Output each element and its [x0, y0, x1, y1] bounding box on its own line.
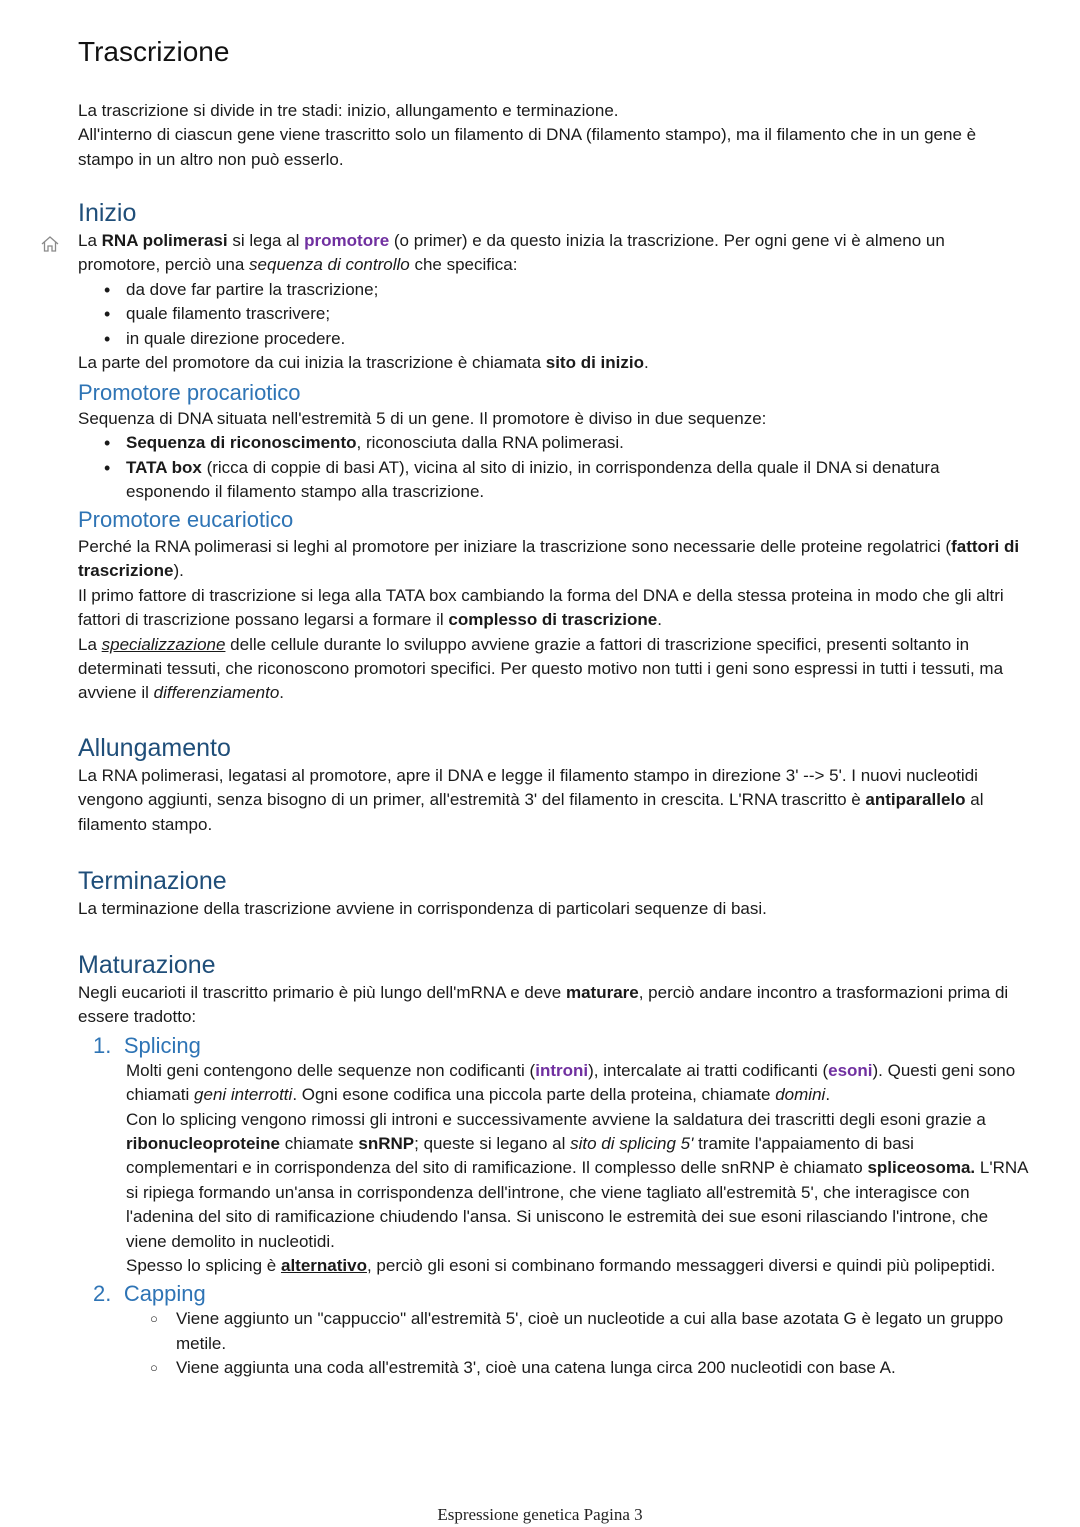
text-run: che specifica: [409, 255, 518, 275]
text-run: si lega al [227, 231, 305, 250]
maturazione-paragraph [78, 981, 1028, 1030]
term-differenziamento: differenziamento [153, 683, 280, 703]
term-antiparallelo: antiparallelo [865, 790, 966, 810]
term-sito-di-inizio: sito di inizio [545, 353, 644, 373]
text-run: La [78, 231, 102, 250]
terminazione-paragraph: La terminazione della trascrizione avviene in corrispondenza di particolari sequenze di basi. [78, 899, 767, 918]
inizio-paragraph-1 [78, 229, 1028, 278]
splicing-paragraph-3 [126, 1254, 1028, 1278]
page-footer: Espressione genetica Pagina 3 [437, 1505, 643, 1524]
text-run: . [657, 610, 662, 630]
eucariotico-paragraph-3 [78, 633, 1028, 706]
text-run: L'RNA si ripiega formando un'ansa in corrispondenza dell'introne, che viene tagliato all'estremità 5', che interagisce con l'adenina del sito di ramificazione chiudendo l'ansa. Si uniscono le estremità dei sue esoni rilasciando l'introne, che viene demolito in nucleotidi. [126, 1158, 1028, 1251]
text-run: Negli eucarioti il trascritto primario è più lungo dell'mRNA e deve [78, 983, 566, 1002]
text-run: , riconosciuta dalla RNA polimerasi. [356, 433, 624, 453]
intro-paragraph [78, 99, 1028, 172]
section-promotore-procariotico [78, 380, 1028, 505]
term-domini: domini [775, 1085, 826, 1105]
term-complesso-di-trascrizione: complesso di trascrizione [448, 610, 658, 630]
text-run: tramite l'appaiamento di basi complementari e in corrispondenza del sito di ramificazione. Il complesso delle snRNP è chiamato [126, 1134, 914, 1178]
text-run: La parte del promotore da cui inizia la trascrizione è chiamata [78, 353, 546, 373]
page-title-block [78, 36, 1028, 68]
text-run: , perciò andare incontro a trasformazioni prima di essere tradotto: [78, 983, 1009, 1027]
eucariotico-paragraph-2 [78, 584, 1028, 633]
heading-terminazione: Terminazione [78, 867, 227, 895]
list-number: 2. [93, 1281, 112, 1307]
eucariotico-paragraph-1 [78, 535, 1028, 584]
text-run: (ricca di coppie di basi AT), vicina al sito di inizio, in corrispondenza della quale il DNA si denatura esponendo il filamento stampo alla trascrizione. [126, 457, 940, 502]
text-run: . [643, 353, 649, 373]
text-run: ; queste si legano al [414, 1134, 571, 1154]
text-run: Molti geni contengono delle sequenze non codificanti ( [126, 1060, 536, 1080]
section-maturazione [78, 950, 1028, 1381]
circle-bullet-item: ○ Viene aggiunto un "cappuccio" all'estremità 5', cioè un nucleotide a cui alla base azotata G è legato un gruppo metile. [78, 1307, 1028, 1356]
text-run: . [279, 683, 285, 703]
bullet-item [78, 431, 1028, 455]
term-rna-polimerasi: RNA polimerasi [101, 231, 228, 250]
bullet-item: • in quale direzione procedere. [78, 327, 1028, 351]
heading-inizio: Inizio [78, 199, 137, 227]
term-promotore: promotore [304, 231, 390, 250]
heading-promotore-procariotico: Promotore procariotico [78, 380, 301, 405]
procariotico-paragraph: Sequenza di DNA situata nell'estremità 5 di un gene. Il promotore è diviso in due sequenze: [78, 409, 767, 428]
text-run: Il primo fattore di trascrizione si lega alla TATA box cambiando la forma del DNA e della stessa proteina in modo che gli altri fattori di trascrizione possano legarsi a formare il [78, 585, 1004, 630]
capping-heading-row [93, 1281, 1028, 1307]
list-number: 1. [93, 1032, 112, 1058]
section-terminazione [78, 866, 1028, 921]
text-run: Con lo splicing vengono rimossi gli introni e successivamente avviene la saldatura dei trascritti degli esoni grazie a [126, 1109, 986, 1129]
page-title: Trascrizione [78, 36, 230, 67]
term-sequenza-di-riconoscimento: Sequenza di riconoscimento [126, 433, 357, 453]
bullet-item [78, 456, 1028, 505]
term-maturare: maturare [565, 983, 639, 1002]
term-snrnp: snRNP [358, 1134, 415, 1154]
section-allungamento [78, 733, 1028, 837]
text-run: . Ogni esone codifica una piccola parte della proteina, chiamate [292, 1085, 776, 1105]
text-run: chiamate [279, 1134, 359, 1154]
text-run: ). Questi geni sono chiamati [126, 1060, 1016, 1105]
intro-line-2: All'interno di ciascun gene viene trascritto solo un filamento di DNA (filamento stampo), ma il filamento che in un gene è stampo in un altro non può esserlo. [78, 125, 977, 169]
heading-splicing: Splicing [123, 1032, 201, 1058]
heading-allungamento: Allungamento [78, 734, 231, 762]
term-sequenza-di-controllo: sequenza di controllo [249, 255, 410, 275]
home-icon[interactable] [40, 234, 60, 254]
term-ribonucleoproteine: ribonucleoproteine [126, 1134, 280, 1154]
text-run: . [825, 1085, 831, 1105]
section-promotore-eucariotico [78, 507, 1028, 706]
text-run: La RNA polimerasi, legatasi al promotore, apre il DNA e legge il filamento stampo in direzione 3' --> 5'. I nuovi nucleotidi vengono aggiunti, senza bisogno di un primer, all'estremità 3' del filamento in crescita. L'RNA trascritto è [78, 766, 978, 810]
text-run: Spesso lo splicing è [126, 1256, 281, 1276]
text-run: , perciò gli esoni si combinano formando messaggeri diversi e quindi più polipeptidi. [366, 1256, 996, 1276]
bullet-item: • da dove far partire la trascrizione; [78, 278, 1028, 302]
term-esoni: esoni [828, 1060, 873, 1080]
term-geni-interrotti: geni interrotti [194, 1085, 293, 1105]
text-run: delle cellule durante lo sviluppo avviene grazie a fattori di trascrizione specifici, presenti soltanto in determinati tessuti, che riconoscono promotori specifici. Per questo motivo non tutti i geni sono espressi in tutti i tessuti, ma avviene il [78, 634, 1004, 703]
text-run: al filamento stampo. [78, 790, 984, 834]
inizio-paragraph-2 [78, 351, 1028, 375]
section-inizio [78, 198, 1028, 375]
text-run: ). [173, 561, 184, 581]
text-run: (o primer) e da questo inizia la trascrizione. Per ogni gene vi è almeno un promotore, perciò una [78, 231, 945, 275]
splicing-paragraph-1 [126, 1059, 1028, 1108]
circle-bullet-item: ○ Viene aggiunta una coda all'estremità 3', cioè una catena lunga circa 200 nucleotidi con base A. [78, 1356, 1028, 1380]
heading-promotore-eucariotico: Promotore eucariotico [78, 507, 294, 532]
term-introni: introni [535, 1060, 589, 1080]
term-specializzazione: specializzazione [101, 634, 226, 654]
term-spliceosoma: spliceosoma. [867, 1158, 976, 1178]
intro-line-1: La trascrizione si divide in tre stadi: inizio, allungamento e terminazione. [78, 101, 619, 120]
heading-capping: Capping [123, 1281, 206, 1307]
splicing-heading-row [93, 1033, 1028, 1059]
term-tata-box: TATA box [126, 457, 202, 477]
allungamento-paragraph [78, 764, 1028, 837]
text-run: ), intercalate ai tratti codificanti ( [588, 1060, 829, 1080]
term-fattori-di-trascrizione: fattori di trascrizione [78, 537, 1020, 581]
text-run: La [78, 634, 102, 654]
text-run: Perché la RNA polimerasi si leghi al promotore per iniziare la trascrizione sono necessarie delle proteine regolatrici ( [78, 537, 952, 556]
term-alternativo: alternativo [280, 1256, 367, 1276]
heading-maturazione: Maturazione [78, 951, 216, 979]
term-sito-di-splicing: sito di splicing 5' [570, 1134, 694, 1154]
bullet-item: • quale filamento trascrivere; [78, 302, 1028, 326]
splicing-body [78, 1059, 1028, 1279]
splicing-paragraph-2 [126, 1108, 1028, 1254]
